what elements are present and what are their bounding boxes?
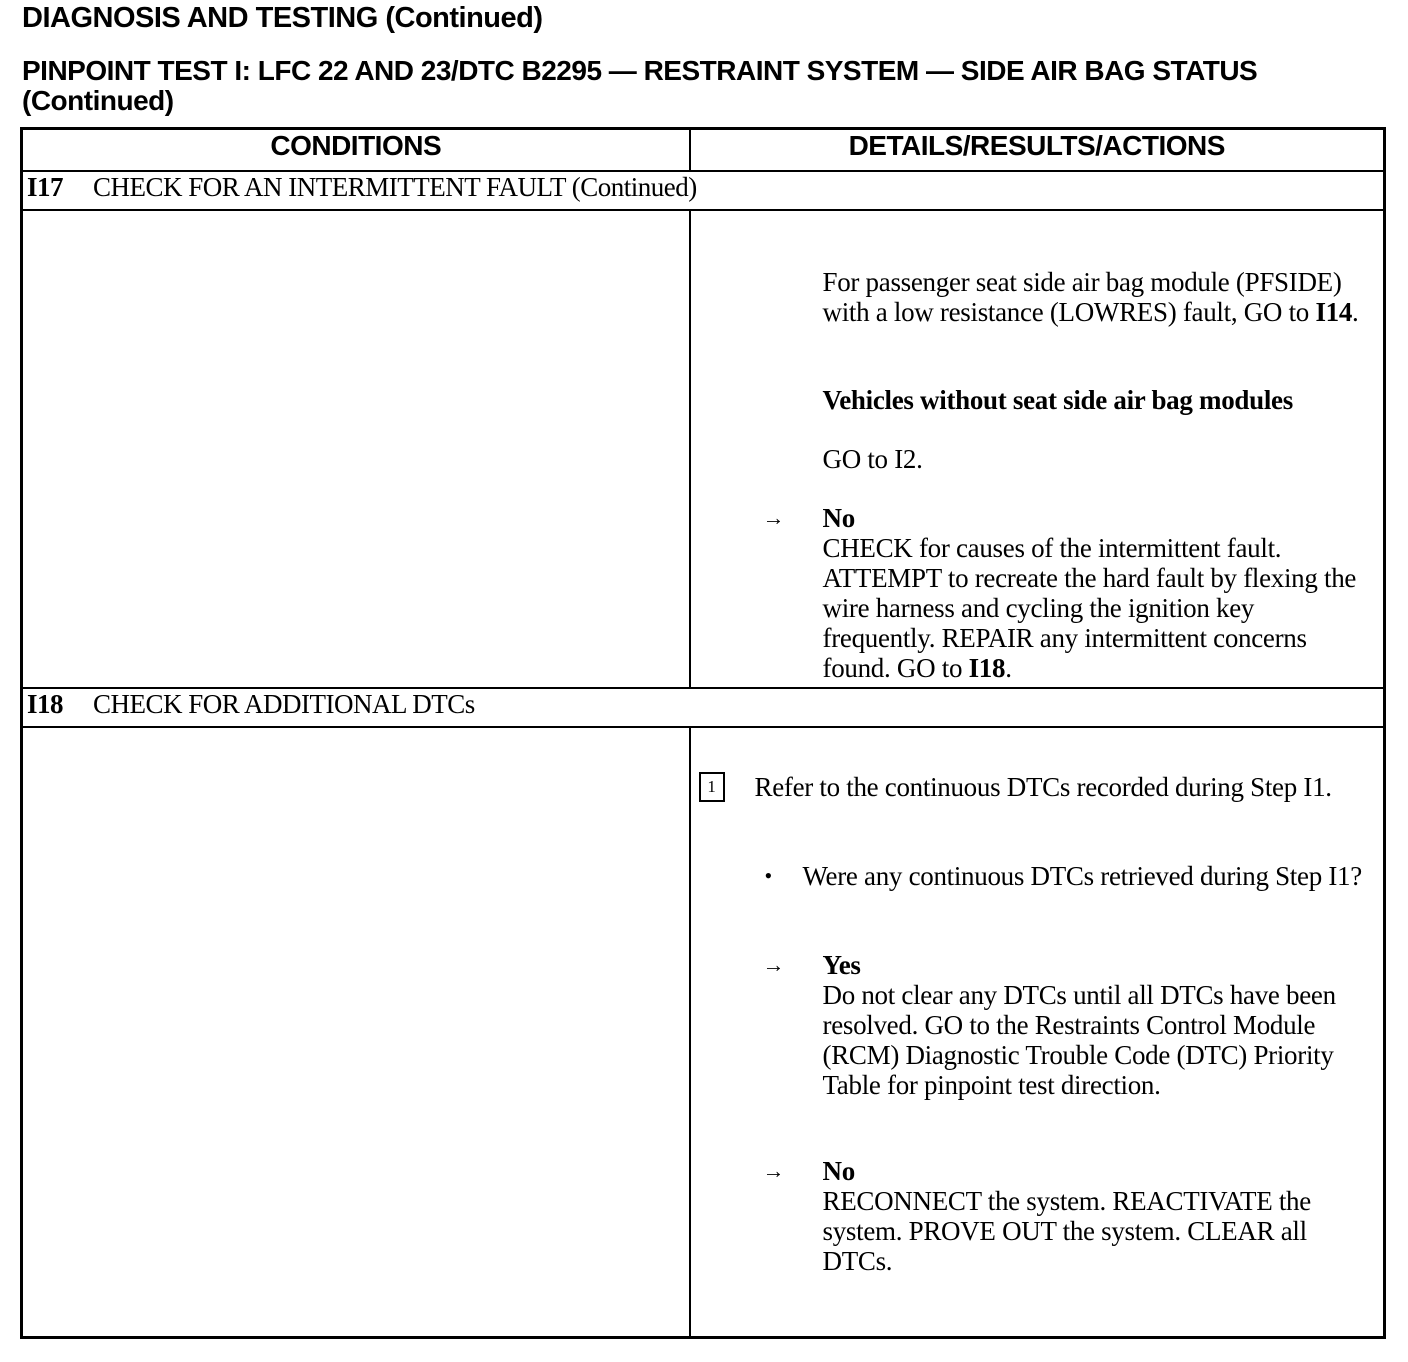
bullet-icon: •: [764, 863, 772, 888]
pinpoint-test-table: [20, 127, 1386, 1339]
step-number: I17: [27, 172, 64, 202]
step-title-i18: [22, 688, 1385, 727]
arrow-icon: →: [762, 952, 785, 977]
no-label: No: [822, 503, 855, 533]
conditions-cell-i18: [22, 727, 690, 1338]
step-title: CHECK FOR AN INTERMITTENT FAULT (Continued): [93, 172, 697, 202]
step-row-i18: [22, 688, 1385, 727]
step-number: I18: [27, 689, 64, 719]
header-row: [22, 129, 1385, 172]
step-title-i17: [22, 171, 1385, 210]
no-text: RECONNECT the system. REACTIVATE the system. PROVE OUT the system. CLEAR all DTCs.: [822, 1186, 1311, 1276]
yes-text: Do not clear any DTCs until all DTCs have been resolved. GO to the Restraints Control Module (RCM) Diagnostic Trouble Code (DTC) Priority Table for pinpoint test direction.: [822, 980, 1336, 1100]
conditions-cell-i17: [22, 210, 690, 688]
no-paragraph: [823, 533, 1368, 683]
content-row-i17: [22, 210, 1385, 688]
vehicles-heading: Vehicles without seat side air bag modules: [822, 385, 1293, 415]
details-cell-i17: [690, 210, 1385, 688]
pfside-paragraph: [823, 267, 1368, 327]
no-end: .: [1005, 653, 1012, 683]
details-cell-i18: [690, 727, 1385, 1338]
pfside-step-ref: I14: [1315, 297, 1353, 327]
pfside-end: .: [1352, 297, 1359, 327]
details-header: DETAILS/RESULTS/ACTIONS: [690, 129, 1385, 172]
content-row-i18: [22, 727, 1385, 1338]
question-text: Were any continuous DTCs retrieved during Step I1?: [802, 861, 1362, 891]
conditions-header: CONDITIONS: [22, 129, 690, 172]
arrow-icon: →: [762, 505, 785, 530]
arrow-icon: →: [762, 1158, 785, 1183]
pfside-text: For passenger seat side air bag module (PFSIDE) with a low resistance (LOWRES) fault, GO to: [822, 267, 1342, 327]
goto-text: GO to I2.: [822, 444, 923, 474]
no-label: No: [822, 1156, 855, 1186]
page-subtitle: PINPOINT TEST I: LFC 22 AND 23/DTC B2295 — RESTRAINT SYSTEM — SIDE AIR BAG STATUS (Continued): [22, 55, 1258, 116]
no-step-ref: I18: [968, 653, 1006, 683]
refer-text: Refer to the continuous DTCs recorded during Step I1.: [754, 772, 1332, 802]
page-title: DIAGNOSIS AND TESTING (Continued): [22, 2, 543, 34]
step-title: CHECK FOR ADDITIONAL DTCs: [93, 689, 475, 719]
no-text: CHECK for causes of the intermittent fault. ATTEMPT to recreate the hard fault by flexing the wire harness and cycling the ignition key frequently. REPAIR any intermittent concerns found. GO to: [822, 533, 1357, 683]
step-row-i17: [22, 171, 1385, 210]
yes-label: Yes: [822, 950, 861, 980]
step-box-number: 1: [699, 772, 725, 802]
